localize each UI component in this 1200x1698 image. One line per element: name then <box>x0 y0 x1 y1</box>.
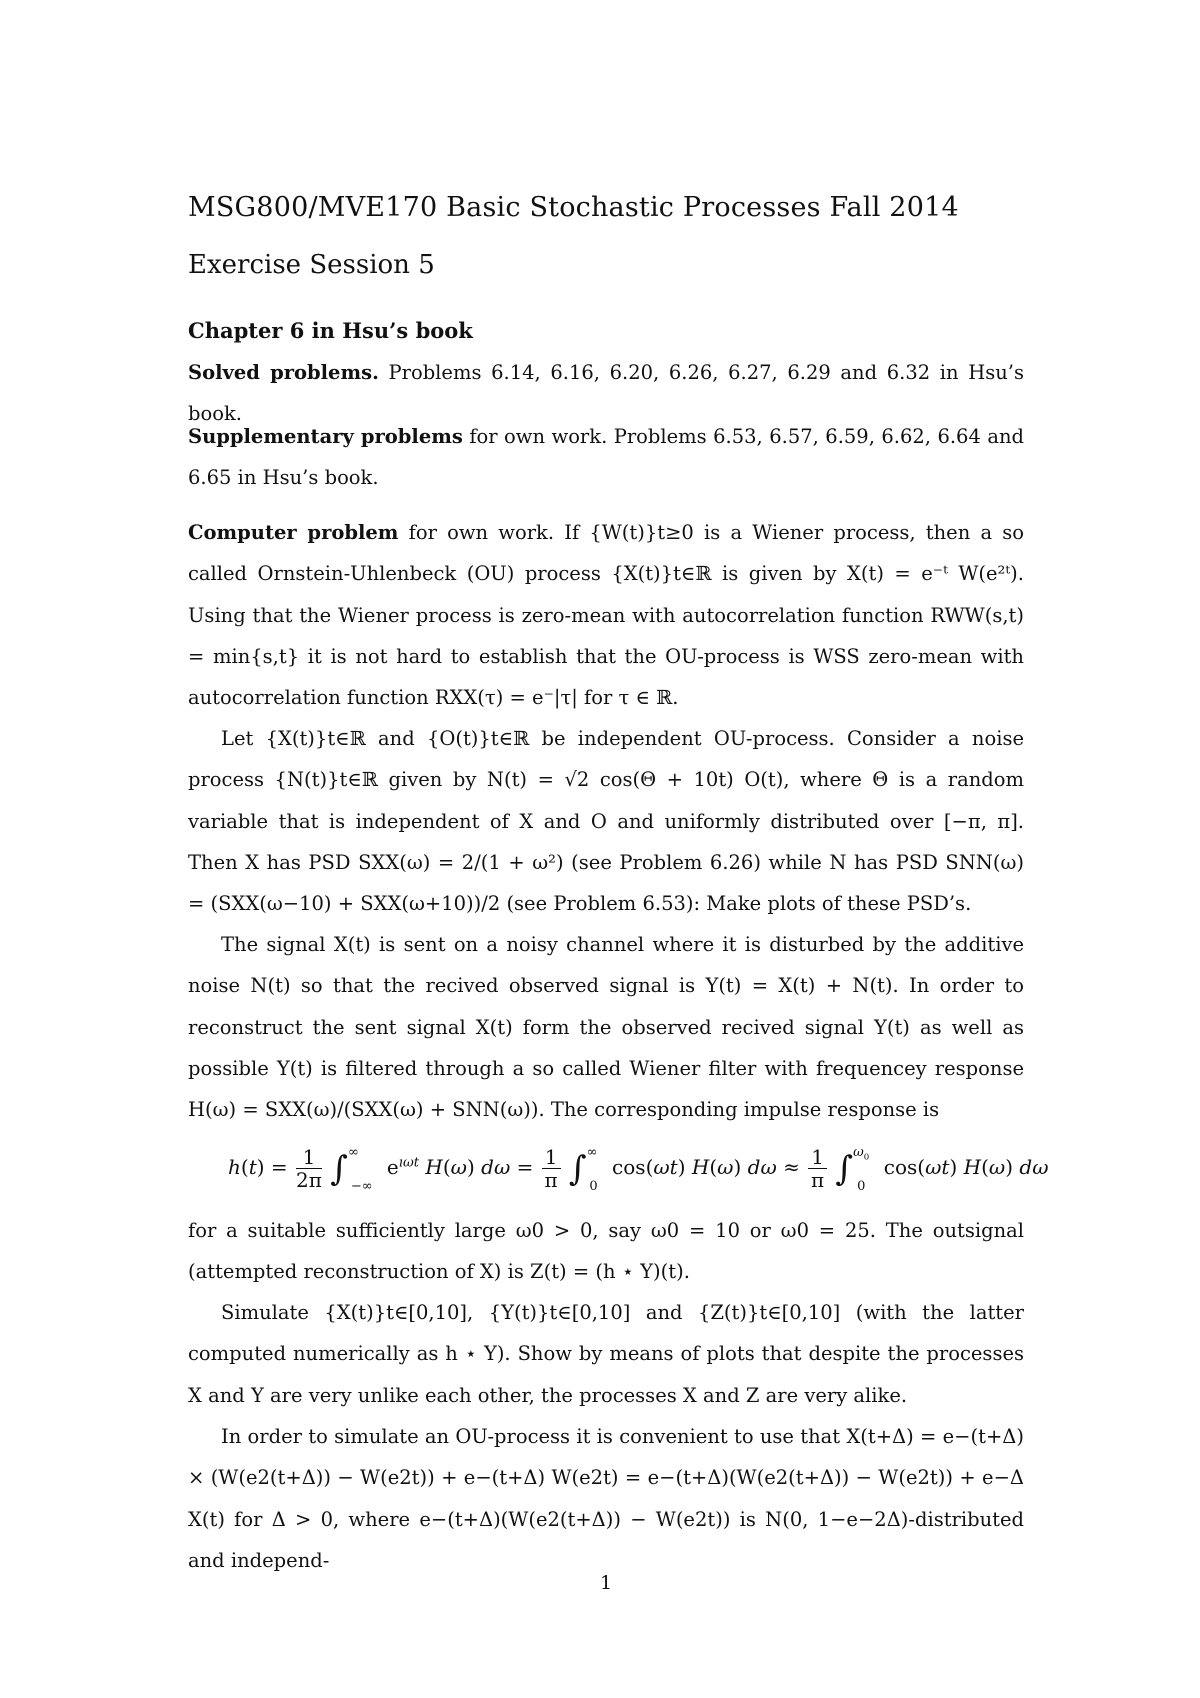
computer-problem-text: for own work. If {W(t)}t≥0 is a Wiener process, then a so called Ornstein-Uhlenbeck (OU) process {X(t)}t∈ℝ is given by X(t) = e⁻ᵗ W(e²ᵗ). Using that the Wiener process is zero-mean with autocorrelation function RWW(s,t) = min{s,t} it is not hard to establish that the OU-process is WSS zero-mean with autocorrelation function RXX(τ) = e⁻|τ| for τ ∈ ℝ. <box>188 521 1025 710</box>
noise-process-paragraph: Let {X(t)}t∈ℝ and {O(t)}t∈ℝ be independent OU-process. Consider a noise process {N(t)}t∈ℝ given by N(t) = √2 cos(Θ + 10t) O(t), where Θ is a random variable that is independent of X and O and uniformly distributed over [−π, π]. Then X has PSD SXX(ω) = 2/(1 + ω²) (see Problem 6.26) while N has PSD SNN(ω) = (SXX(ω−10) + SXX(ω+10))/2 (see Problem 6.53): Make plots of these PSD’s. <box>188 727 1024 916</box>
document-subtitle: Exercise Session 5 <box>188 250 435 280</box>
chapter-heading: Chapter 6 in Hsu’s book <box>188 318 473 343</box>
wiener-filter-paragraph: The signal X(t) is sent on a noisy channel where it is disturbed by the additive noise N(t) so that the recived observed signal is Y(t) = X(t) + N(t). In order to reconstruct the sent signal X(t) form the observed recived signal Y(t) as well as possible Y(t) is filtered through a so called Wiener filter with frequencey response H(ω) = SXX(ω)/(SXX(ω) + SNN(ω)). The corresponding impulse response is <box>188 933 1024 1122</box>
impulse-response-equation: h(t) = $\frac{1}{2\pi}$ $\int^\infty_{-\infty}$ $e^{ı\omega t}$ H(ω) dω = $\frac{1}{\pi}$ $\int^\infty_0$ cos(ωt) H(ω) dω ≈ $\frac{1}{\pi}$ ∫$^{\omega_0}_0$ cos(ωt) H(ω) dω <box>228 1145 1049 1194</box>
supplementary-problems-text: for own work. Problems 6.53, 6.57, 6.59, 6.62, 6.64 and 6.65 in Hsu’s book. <box>188 425 1024 490</box>
supplementary-problems-paragraph <box>188 416 1024 499</box>
solved-problems-label: Solved problems. <box>188 361 379 384</box>
computer-problem-paragraph <box>188 512 1024 718</box>
supplementary-problems-label: Supplementary problems <box>188 425 463 448</box>
cutoff-frequency-paragraph: for a suitable sufficiently large ω0 > 0, say ω0 = 10 or ω0 = 25. The outsignal (attempted reconstruction of X) is Z(t) = (h ⋆ Y)(t). <box>188 1219 1024 1284</box>
ou-simulation-paragraph: In order to simulate an OU-process it is convenient to use that X(t+Δ) = e−(t+Δ) × (W(e2(t+Δ)) − W(e2t)) + e−(t+Δ) W(e2t) = e−(t+Δ)(W(e2(t+Δ)) − W(e2t)) + e−Δ X(t) for Δ > 0, where e−(t+Δ)(W(e2(t+Δ)) − W(e2t)) is N(0, 1−e−2Δ)-distributed and independ- <box>188 1425 1024 1572</box>
solved-problems-text: Problems 6.14, 6.16, 6.20, 6.26, 6.27, 6.29 and 6.32 in Hsu’s book. <box>188 361 1024 426</box>
computer-problem-label: Computer problem <box>188 521 399 544</box>
page-number: 1 <box>599 1572 613 1594</box>
document-title: MSG800/MVE170 Basic Stochastic Processes Fall 2014 <box>188 192 959 223</box>
simulation-paragraph: Simulate {X(t)}t∈[0,10], {Y(t)}t∈[0,10] and {Z(t)}t∈[0,10] (with the latter computed numerically as h ⋆ Y). Show by means of plots that despite the processes X and Y are very unlike each other, the processes X and Z are very alike. <box>188 1301 1024 1407</box>
